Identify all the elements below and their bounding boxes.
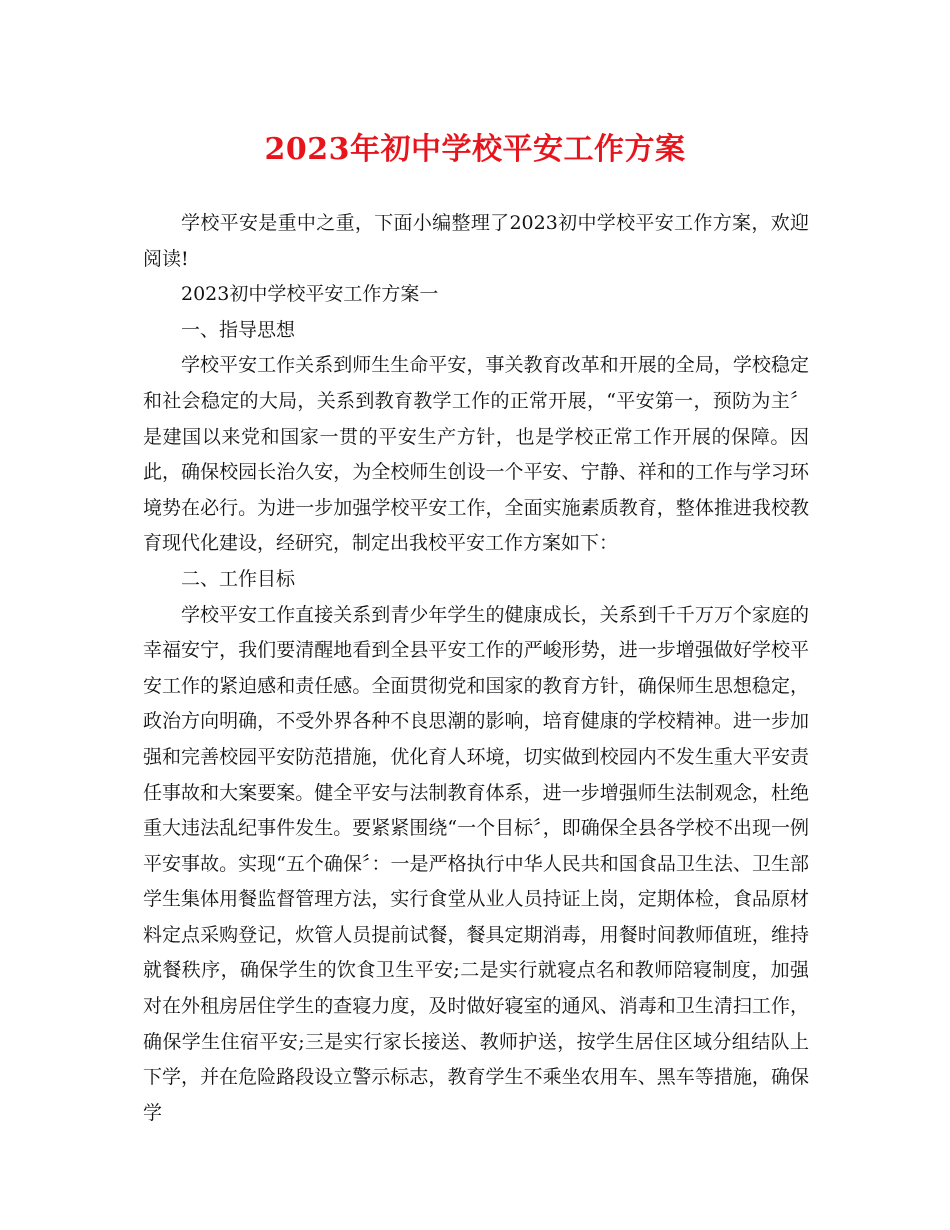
guiding-ideology-paragraph: 学校平安工作关系到师生生命平安，事关教育改革和开展的全局，学校稳定和社会稳定的大局，关系到教育教学工作的正常开展，“平安第一，预防为主〞是建国以来党和国家一贯的平安生产方针，也是学校正常工作开展的保障。因此，确保校园长治久安，为全校师生创设一个平安、宁静、祥和的工作与学习环境势在必行。为进一步加强学校平安工作，全面实施素质教育，整体推进我校教育现代化建设，经研究，制定出我校平安工作方案如下： — [143, 354, 809, 555]
document-title: 2023年初中学校平安工作方案 — [264, 132, 686, 167]
intro-paragraph: 学校平安是重中之重，下面小编整理了2023初中学校平安工作方案，欢迎阅读! — [143, 212, 809, 270]
section-heading-guiding-ideology: 一、指导思想 — [181, 318, 296, 341]
section-heading-plan-one: 2023初中学校平安工作方案一 — [181, 283, 439, 306]
document-body — [143, 206, 809, 1131]
section-heading-work-goals: 二、工作目标 — [181, 567, 296, 590]
work-goals-paragraph: 学校平安工作直接关系到青少年学生的健康成长，关系到千千万万个家庭的幸福安宁，我们要清醒地看到全县平安工作的严峻形势，进一步增强做好学校平安工作的紧迫感和责任感。全面贯彻党和国家的教育方针，确保师生思想稳定，政治方向明确，不受外界各种不良思潮的影响，培育健康的学校精神。进一步加强和完善校园平安防范措施，优化育人环境，切实做到校园内不发生重大平安责任事故和大案要案。健全平安与法制教育体系，进一步增强师生法制观念，杜绝重大违法乱纪事件发生。要紧紧围绕“一个目标〞，即确保全县各学校不出现一例平安事故。实现“五个确保〞：一是严格执行中华人民共和国食品卫生法、卫生部学生集体用餐监督管理方法，实行食堂从业人员持证上岗，定期体检，食品原材料定点采购登记，炊管人员提前试餐，餐具定期消毒，用餐时间教师值班，维持就餐秩序，确保学生的饮食卫生平安;二是实行就寝点名和教师陪寝制度，加强对在外租房居住学生的查寝力度，及时做好寝室的通风、消毒和卫生清扫工作，确保学生住宿平安;三是实行家长接送、教师护送，按学生居住区域分组结队上下学，并在危险路段设立警示标志，教育学生不乘坐农用车、黑车等措施，确保学 — [143, 603, 809, 1124]
